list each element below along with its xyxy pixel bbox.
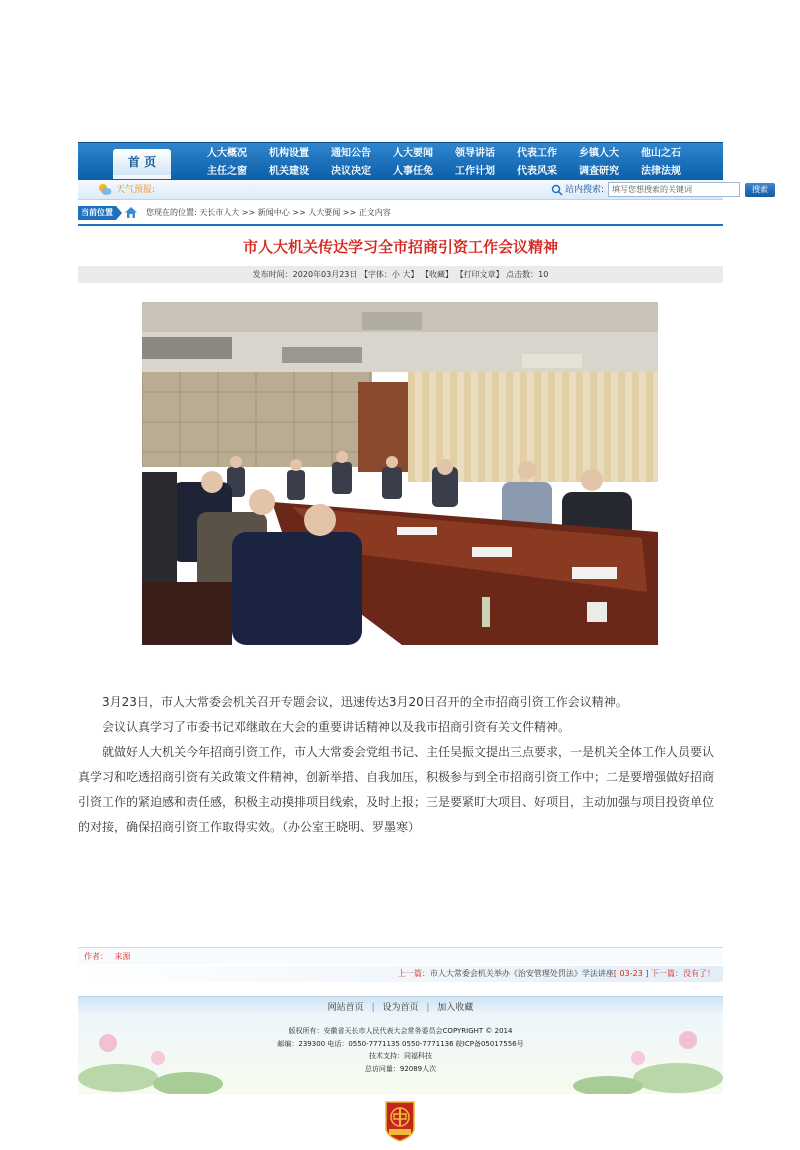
- nav-item-director-window[interactable]: 主任之窗: [207, 166, 247, 177]
- meeting-photo: [142, 302, 658, 645]
- breadcrumb-section-link[interactable]: 人大要闻: [308, 208, 341, 217]
- article-paragraph: 3月23日，市人大常委会机关召开专题会议，迅速传达3月20日召开的全市招商引资工作会议精神。: [102, 695, 628, 709]
- breadcrumb-site-link[interactable]: 天长市人大: [199, 208, 240, 217]
- next-article-link: 没有了！: [683, 969, 715, 978]
- search-input[interactable]: 填写您想搜索的关键词: [608, 182, 740, 197]
- search-button[interactable]: 搜索: [745, 183, 775, 197]
- click-count: 10: [538, 270, 549, 279]
- article-title: 市人大机关传达学习全市招商引资工作会议精神: [242, 238, 558, 256]
- nav-item-organization[interactable]: 机构设置: [269, 148, 309, 159]
- main-nav: [78, 142, 723, 180]
- breadcrumb-separator: >>: [292, 208, 306, 217]
- breadcrumb-current: 正文内容: [358, 208, 391, 217]
- nav-item-laws[interactable]: 法律法规: [641, 166, 681, 177]
- search-icon: [551, 184, 563, 196]
- breadcrumb-separator: >>: [241, 208, 256, 217]
- nav-item-overview[interactable]: 人大概况: [207, 148, 247, 159]
- author-label: 作者：: [84, 952, 108, 961]
- gov-agency-emblem[interactable]: [383, 1100, 417, 1142]
- footer-copyright: 版权所有：安徽省天长市人民代表大会常务委员会COPYRIGHT © 2014: [288, 1027, 513, 1035]
- prev-next-nav: [78, 966, 723, 982]
- footer-contact: 邮编：239300 电话：0550-7771135 0550-7771136 皖ICP备05017556号: [277, 1039, 524, 1048]
- prev-article-date: [ 03-23 ]: [613, 969, 649, 978]
- prev-article-link[interactable]: 市人大常委会机关举办《治安管理处罚法》学法讲座: [429, 969, 614, 978]
- breadcrumb-trail: [146, 207, 391, 219]
- footer-visits: 总访问量：92089人次: [364, 1064, 437, 1073]
- footer-separator: |: [426, 1003, 430, 1013]
- search-label: 站内搜索:: [565, 185, 605, 195]
- breadcrumb-prefix: 您现在的位置:: [146, 208, 197, 217]
- nav-item-appointments[interactable]: 人事任免: [393, 166, 433, 177]
- print-link[interactable]: 【打印文章】: [455, 270, 504, 279]
- nav-item-research[interactable]: 调查研究: [579, 166, 619, 177]
- click-count-label: 点击数：: [506, 270, 539, 279]
- author-source-bar: [78, 947, 723, 964]
- breadcrumb-tag: 当前位置: [78, 206, 116, 220]
- footer-text: [78, 1025, 723, 1075]
- article-meta: [78, 266, 723, 283]
- nav-home-button[interactable]: 首 页: [113, 149, 171, 175]
- footer-info-panel: [78, 1018, 723, 1094]
- weather-icon: [98, 183, 112, 196]
- nav-item-representative-profiles[interactable]: 代表风采: [517, 166, 557, 177]
- nav-item-notices[interactable]: 通知公告: [331, 148, 371, 159]
- article-body: [78, 690, 723, 840]
- footer-favorite-link[interactable]: 加入收藏: [437, 1003, 474, 1013]
- source-label: 来源: [114, 952, 131, 961]
- breadcrumb-news-link[interactable]: 新闻中心: [257, 208, 290, 217]
- favorite-link[interactable]: 【收藏】: [421, 270, 454, 279]
- nav-item-work-plan[interactable]: 工作计划: [455, 166, 495, 177]
- nav-item-other-experience[interactable]: 他山之石: [641, 148, 681, 159]
- breadcrumb: [78, 205, 723, 223]
- article-paragraph: 会议认真学习了市委书记邓继敢在大会的重要讲话精神以及我市招商引资有关文件精神。: [102, 720, 571, 734]
- article-paragraph: 就做好人大机关今年招商引资工作，市人大常委会党组书记、主任吴振文提出三点要求，一是机关全体工作人员要认真学习和吃透招商引资有关政策文件精神，创新举措、自我加压，积极参与到全市招商引资工作中；二是要增强做好招商引资工作的紧迫感和责任感，积极主动摸排项目线索，及时上报；三是要紧盯大项目、好项目，主动加强与项目投资单位的对接，确保招商引资工作取得实效。（办公室王晓明、罗墨寒）: [78, 745, 715, 834]
- nav-item-representative-work[interactable]: 代表工作: [517, 148, 557, 159]
- nav-item-office-building[interactable]: 机关建设: [269, 166, 309, 177]
- weather-label: 天气预报:: [116, 185, 156, 195]
- next-label: 下一篇：: [651, 969, 683, 978]
- font-size-control[interactable]: 【字体：小 大】: [359, 270, 419, 279]
- nav-item-resolutions[interactable]: 决议决定: [331, 166, 371, 177]
- nav-item-news[interactable]: 人大要闻: [393, 148, 433, 159]
- nav-item-township[interactable]: 乡镇人大: [579, 148, 619, 159]
- nav-menu: [196, 145, 716, 180]
- footer-set-home-link[interactable]: 设为首页: [382, 1003, 419, 1013]
- home-icon[interactable]: [124, 206, 138, 219]
- footer-separator: |: [371, 1003, 375, 1013]
- breadcrumb-separator: >>: [342, 208, 357, 217]
- prev-label: 上一篇：: [397, 969, 430, 978]
- footer-support: 技术支持：同福科技: [369, 1052, 432, 1060]
- breadcrumb-divider: [78, 224, 723, 226]
- footer-links: [78, 996, 723, 1018]
- weather-search-bar: [78, 180, 768, 200]
- nav-item-speeches[interactable]: 领导讲话: [455, 148, 495, 159]
- footer-home-link[interactable]: 网站首页: [327, 1003, 364, 1013]
- publish-date: 发布时间：2020年03月23日: [252, 270, 358, 279]
